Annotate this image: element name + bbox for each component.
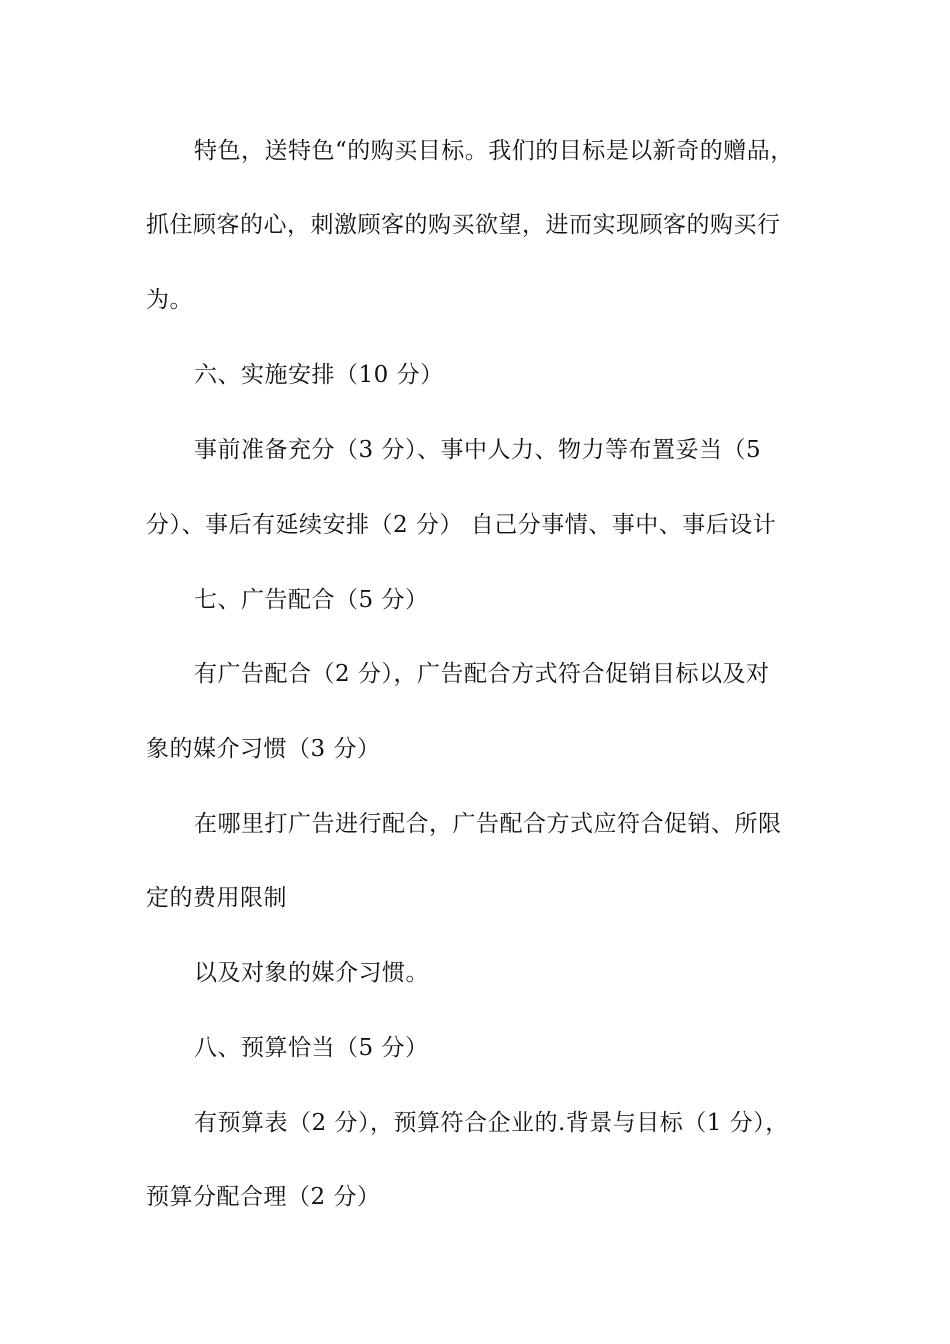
paragraph-line: 定的费用限制 — [146, 885, 287, 911]
paragraph-line: 抓住顾客的心，刺激顾客的购买欲望，进而实现顾客的购买行 — [146, 212, 781, 238]
section-heading: 六、实施安排（10 分） — [194, 362, 444, 388]
paragraph-line: 分）、事后有延续安排（2 分） 自己分事情、事中、事后设计 — [146, 512, 777, 538]
paragraph-line: 有广告配合（2 分），广告配合方式符合促销目标以及对 — [194, 661, 770, 687]
paragraph-line: 以及对象的媒介习惯。 — [194, 960, 429, 986]
paragraph-line: 特色，送特色“的购买目标。我们的目标是以新奇的赠品， — [194, 138, 794, 164]
paragraph-line: 象的媒介习惯（3 分） — [146, 736, 381, 762]
section-heading: 八、预算恰当（5 分） — [194, 1035, 429, 1061]
paragraph-line: 为。 — [146, 287, 193, 313]
paragraph-line: 在哪里打广告进行配合，广告配合方式应符合促销、所限 — [194, 811, 782, 837]
paragraph-line: 有预算表（2 分），预算符合企业的.背景与目标（1 分）， — [194, 1110, 789, 1136]
paragraph-line: 预算分配合理（2 分） — [146, 1184, 381, 1210]
section-heading: 七、广告配合（5 分） — [194, 587, 429, 613]
paragraph-line: 事前准备充分（3 分）、事中人力、物力等布置妥当（5 — [194, 437, 762, 463]
